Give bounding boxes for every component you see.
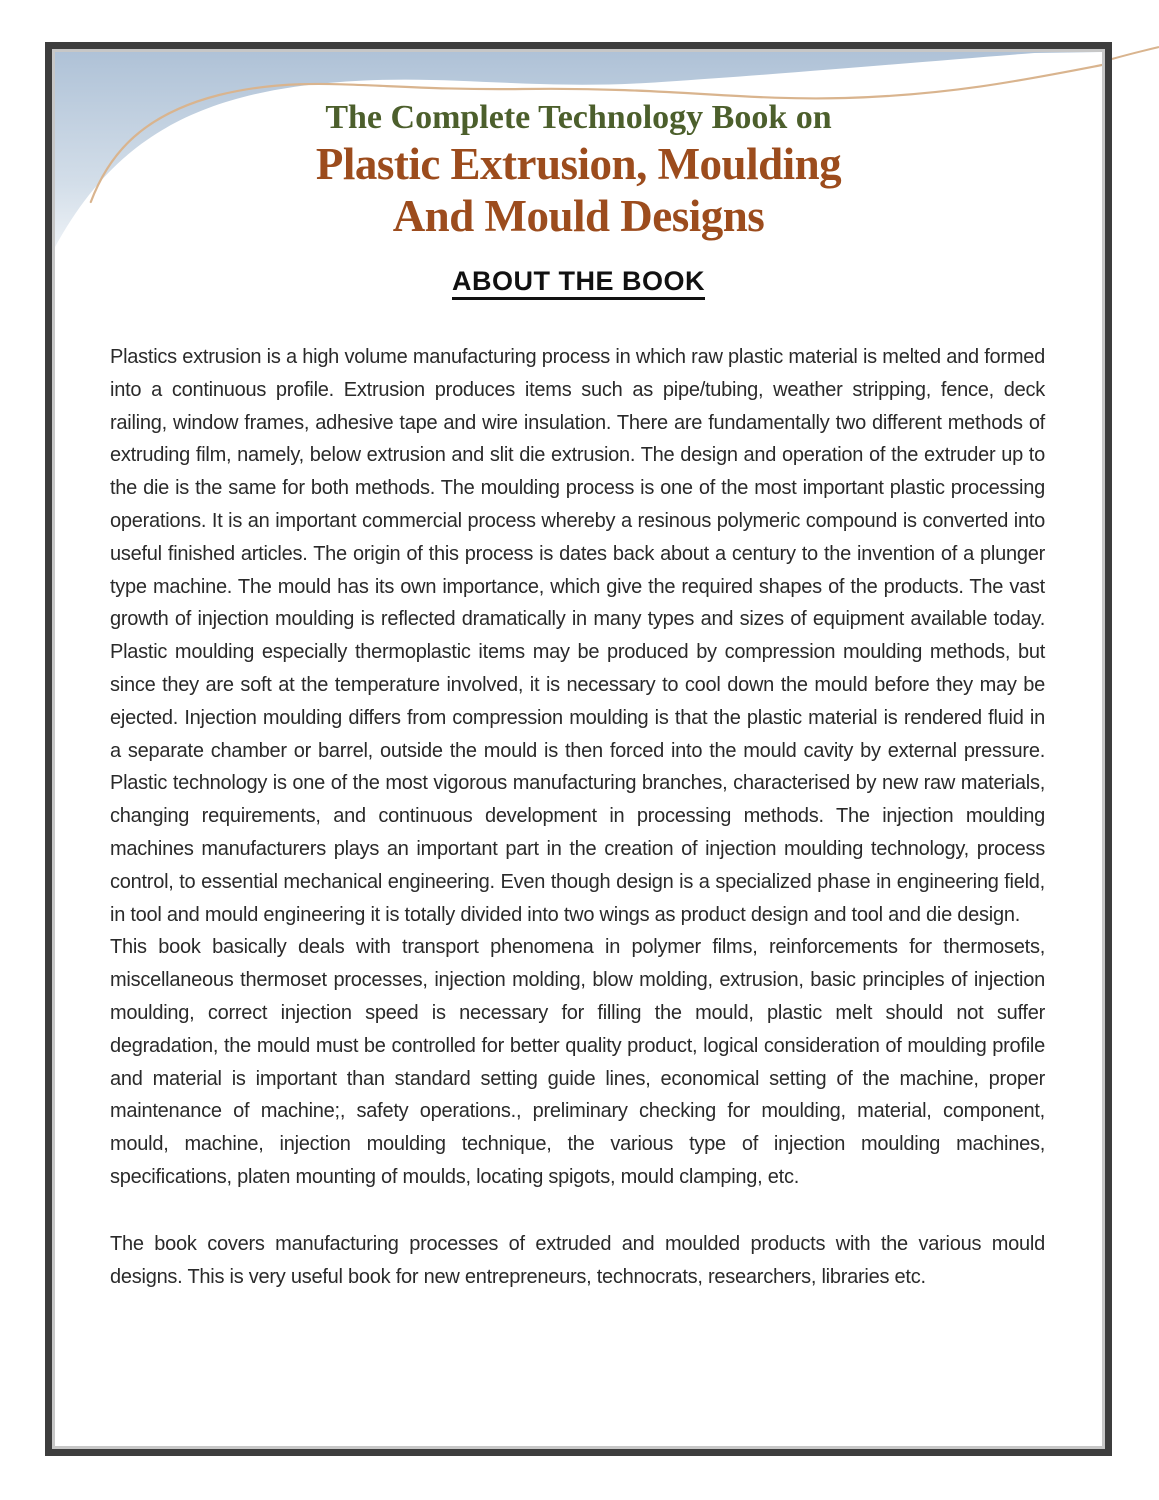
title-block: [55, 98, 1102, 242]
about-text: [55, 341, 1102, 1293]
decorative-curve-tail-icon: [1112, 44, 1159, 62]
paragraph-closing: The book covers manufacturing processes of extruded and moulded products with the various mould designs. This is very useful book for new entrepreneurs, technocrats, researchers, libraries etc.: [110, 1232, 1045, 1288]
series-title: The Complete Technology Book on: [325, 99, 832, 136]
page-content: [55, 98, 1102, 1293]
page-inner: [55, 52, 1102, 1446]
book-title-line1: Plastic Extrusion, Moulding: [315, 139, 842, 189]
section-heading: ABOUT THE BOOK: [452, 266, 705, 300]
book-title-line2: And Mould Designs: [392, 191, 765, 241]
paragraph-intro: Plastics extrusion is a high volume manufacturing process in which raw plastic material is melted and formed into a continuous profile. Extrusion produces items such as pipe/tubing, weather stripping, fence, deck railing, window frames, adhesive tape and wire insulation. There are fundamentally two different methods of extruding film, namely, below extrusion and slit die extrusion. The design and operation of the extruder up to the die is the same for both methods. The moulding process is one of the most important plastic processing operations. It is an important commercial process whereby a resinous polymeric compound is converted into useful finished articles. The origin of this process is dates back about a century to the invention of a plunger type machine. The mould has its own importance, which give the required shapes of the products. The vast growth of injection moulding is reflected dramatically in many types and sizes of equipment available today. Plastic moulding especially thermoplastic items may be produced by compression moulding methods, but since they are soft at the temperature involved, it is necessary to cool down the mould before they may be ejected. Injection moulding differs from compression moulding is that the plastic material is rendered fluid in a separate chamber or barrel, outside the mould is then forced into the mould cavity by external pressure. Plastic technology is one of the most vigorous manufacturing branches, characterised by new raw materials, changing requirements, and continuous development in processing methods. The injection moulding machines manufacturers plays an important part in the creation of injection moulding technology, process control, to essential mechanical engineering. Even though design is a specialized phase in engineering field, in tool and mould engineering it is totally divided into two wings as product design and tool and die design.: [110, 346, 1045, 926]
paragraph-contents: This book basically deals with transport phenomena in polymer films, reinforcements for thermosets, miscellaneous thermoset processes, injection molding, blow molding, extrusion, basic principles of injection moulding, correct injection speed is necessary for filling the mould, plastic melt should not suffer degradation, the mould must be controlled for better quality product, logical consideration of moulding profile and material is important than standard setting guide lines, economical setting of the machine, proper maintenance of machine;, safety operations., preliminary checking for moulding, material, component, mould, machine, injection moulding technique, the various type of injection moulding machines, specifications, platen mounting of moulds, locating spigots, mould clamping, etc.: [110, 936, 1045, 1188]
section-heading-row: [55, 266, 1102, 297]
page-frame: [45, 42, 1112, 1456]
